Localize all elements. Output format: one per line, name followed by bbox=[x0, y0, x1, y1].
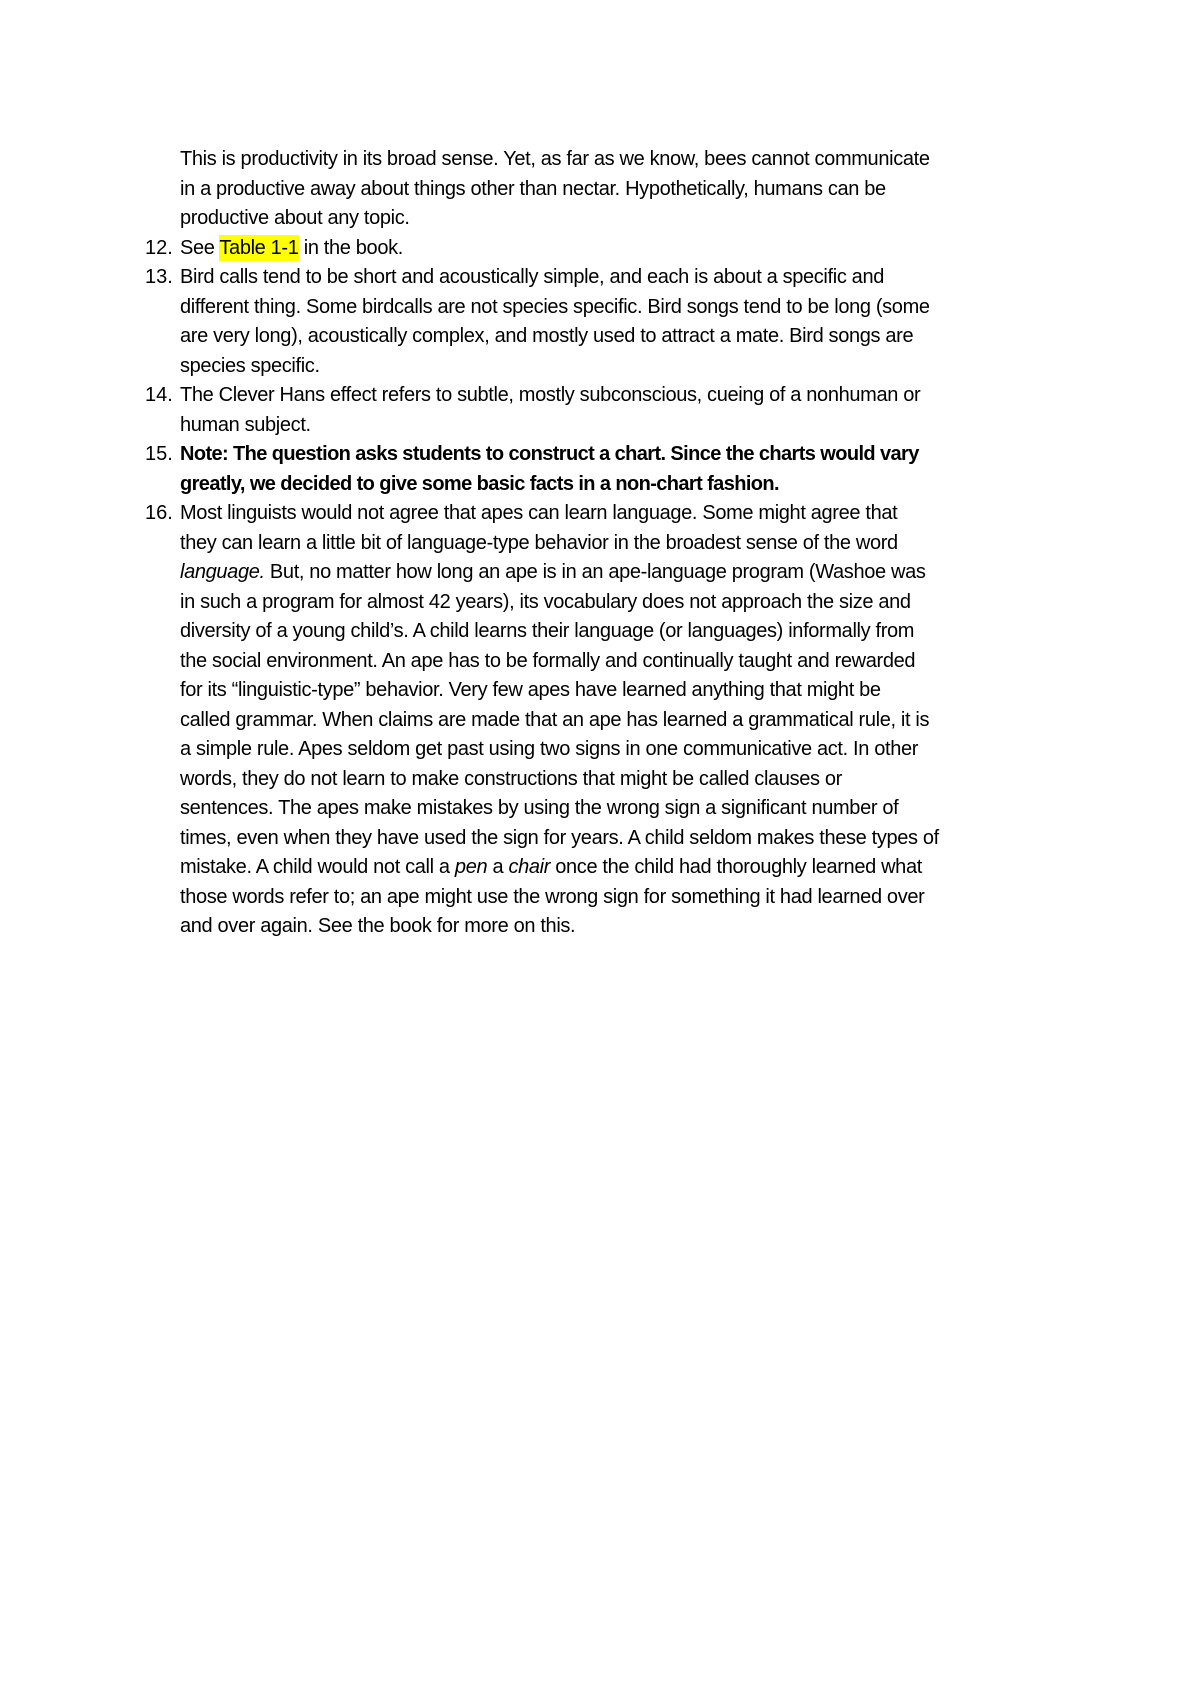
text-segment: Most linguists would not agree that apes can learn language. Some might agree that bbox=[180, 502, 898, 524]
text-segment: The Clever Hans effect refers to subtle, mostly subconscious, cueing of a nonhuman or bbox=[180, 384, 921, 406]
text-segment: in a productive away about things other than nectar. Hypothetically, humans can be bbox=[180, 177, 886, 200]
text-line bbox=[180, 588, 1190, 618]
text-line bbox=[180, 824, 1190, 854]
text-segment: human subject. bbox=[180, 413, 311, 436]
list-item bbox=[0, 381, 1190, 440]
text-segment: See bbox=[180, 236, 220, 259]
list-item bbox=[0, 440, 1190, 499]
list-number: 15. bbox=[145, 443, 173, 465]
text-line bbox=[180, 411, 1190, 441]
text-segment: Bird calls tend to be short and acoustically simple, and each is about a specific and bbox=[180, 266, 885, 288]
text-segment: they can learn a little bit of language-type behavior in the broadest sense of the word bbox=[180, 531, 898, 554]
text-line bbox=[180, 145, 1190, 175]
text-line bbox=[180, 234, 1190, 264]
list-item bbox=[0, 234, 1190, 264]
italic-text: pen bbox=[454, 856, 488, 878]
text-line bbox=[180, 912, 1190, 942]
text-segment: times, even when they have used the sign for years. A child seldom makes these types of bbox=[180, 826, 939, 849]
text-line bbox=[180, 322, 1190, 352]
text-line bbox=[180, 263, 1190, 293]
italic-text: language. bbox=[180, 561, 265, 583]
text-line bbox=[180, 529, 1190, 559]
text-segment: those words refer to; an ape might use the wrong sign for something it had learned over bbox=[180, 885, 925, 908]
text-segment: different thing. Some birdcalls are not species specific. Bird songs tend to be long (some bbox=[180, 295, 930, 318]
text-segment: words, they do not learn to make constructions that might be called clauses or bbox=[180, 767, 842, 790]
document-body bbox=[0, 145, 1190, 942]
text-segment: sentences. The apes make mistakes by using the wrong sign a significant number of bbox=[180, 797, 899, 819]
text-line bbox=[180, 735, 1190, 765]
text-segment: diversity of a young child’s. A child learns their language (or languages) informally from bbox=[180, 620, 915, 642]
text-line bbox=[180, 706, 1190, 736]
bold-text: Note: The question asks students to construct a chart. Since the charts would vary bbox=[180, 443, 919, 465]
text-segment: mistake. A child would not call a bbox=[180, 856, 455, 878]
bold-text: greatly, we decided to give some basic facts in a non-chart fashion. bbox=[180, 472, 779, 495]
highlighted-reference: Table 1-1 bbox=[219, 236, 299, 259]
text-line bbox=[180, 352, 1190, 382]
text-segment: species specific. bbox=[180, 354, 320, 377]
italic-text: chair bbox=[508, 856, 551, 878]
text-segment: a simple rule. Apes seldom get past using two signs in one communicative act. In other bbox=[180, 738, 919, 760]
text-segment: This is productivity in its broad sense. Yet, as far as we know, bees cannot communicate bbox=[180, 148, 930, 170]
text-line bbox=[180, 558, 1190, 588]
list-item bbox=[0, 499, 1190, 942]
text-segment: for its “linguistic-type” behavior. Very few apes have learned anything that might be bbox=[180, 679, 881, 701]
text-line bbox=[180, 293, 1190, 323]
text-segment: are very long), acoustically complex, and mostly used to attract a mate. Bird songs are bbox=[180, 325, 914, 347]
list-number: 16. bbox=[145, 502, 173, 524]
text-line bbox=[180, 676, 1190, 706]
continuation-paragraph bbox=[0, 145, 1190, 234]
text-segment: a bbox=[487, 856, 509, 878]
text-segment: once the child had thoroughly learned what bbox=[550, 856, 922, 878]
text-segment: in the book. bbox=[298, 236, 403, 259]
text-line bbox=[180, 853, 1190, 883]
text-segment: in such a program for almost 42 years), its vocabulary does not approach the size and bbox=[180, 590, 911, 613]
text-line bbox=[180, 647, 1190, 677]
text-segment: the social environment. An ape has to be formally and continually taught and rewarded bbox=[180, 649, 916, 672]
text-segment: called grammar. When claims are made that an ape has learned a grammatical rule, it is bbox=[180, 708, 930, 731]
text-segment: productive about any topic. bbox=[180, 207, 410, 229]
text-segment: and over again. See the book for more on this. bbox=[180, 915, 576, 937]
text-line bbox=[180, 794, 1190, 824]
text-line bbox=[180, 440, 1190, 470]
text-line bbox=[180, 381, 1190, 411]
text-line bbox=[180, 470, 1190, 500]
list-number: 12. bbox=[145, 236, 173, 259]
list-number: 14. bbox=[145, 384, 173, 406]
text-line bbox=[180, 175, 1190, 205]
text-line bbox=[180, 204, 1190, 234]
list-number: 13. bbox=[145, 266, 173, 288]
text-line bbox=[180, 883, 1190, 913]
text-line bbox=[180, 499, 1190, 529]
text-line bbox=[180, 765, 1190, 795]
list-item bbox=[0, 263, 1190, 381]
text-line bbox=[180, 617, 1190, 647]
text-segment: But, no matter how long an ape is in an ape-language program (Washoe was bbox=[264, 561, 926, 583]
